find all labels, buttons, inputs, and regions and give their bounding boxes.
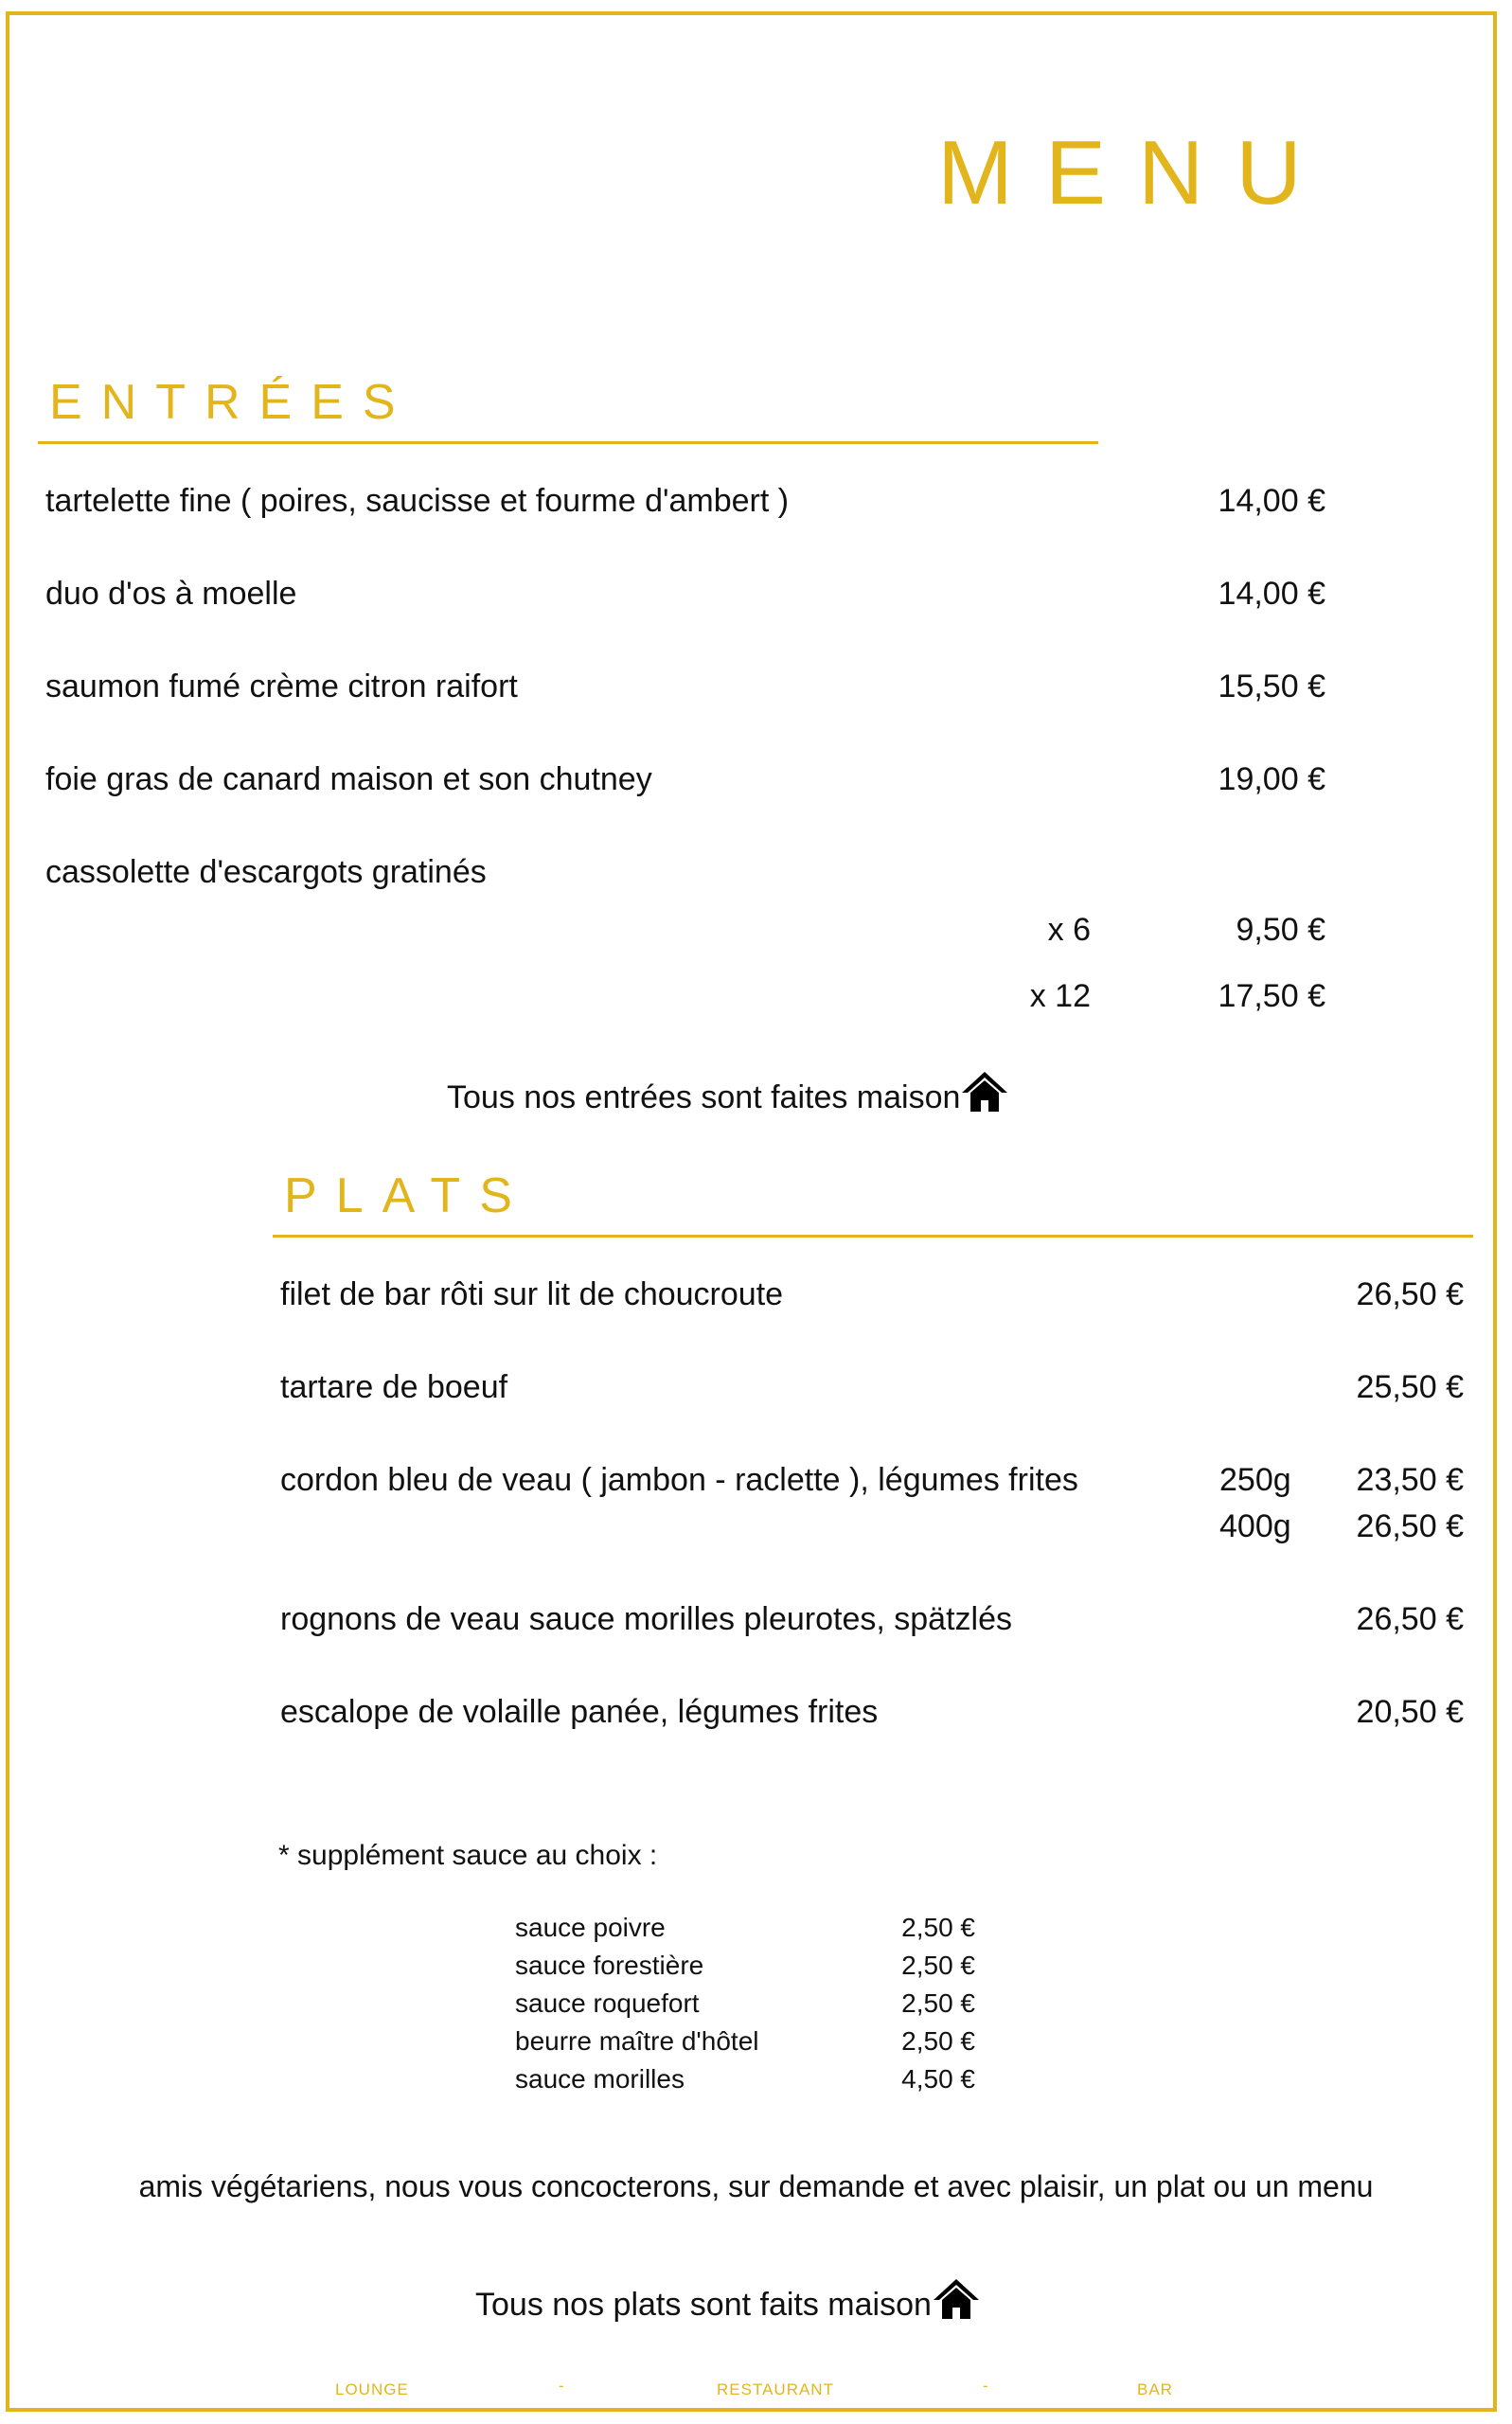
sauce-price: 2,50 €	[901, 1988, 975, 2018]
entrees-rule	[38, 441, 1098, 444]
vegetarian-note: amis végétariens, nous vous concocterons, sur demande et avec plaisir, un plat ou un menu	[138, 2169, 1374, 2203]
escargots-price: 9,50 €	[1236, 912, 1325, 948]
house-icon	[960, 1070, 1009, 1114]
entree-item-name: tartelette fine ( poires, saucisse et fourme d'ambert )	[45, 483, 790, 519]
escargots-qty: x 12	[1029, 978, 1091, 1014]
sauce-name: sauce forestière	[515, 1951, 704, 1980]
plat-item-name: cordon bleu de veau ( jambon - raclette ), légumes frites	[280, 1462, 1078, 1498]
menu-title: MENU	[937, 122, 1334, 223]
escargots-qty: x 6	[1047, 912, 1091, 948]
entree-item-price: 14,00 €	[1218, 483, 1325, 519]
plat-item-size: 400g	[1219, 1508, 1291, 1544]
plat-item-size: 250g	[1219, 1462, 1291, 1498]
sauce-name: sauce morilles	[515, 2064, 685, 2094]
sauce-name: sauce poivre	[515, 1913, 666, 1942]
footer-restaurant: RESTAURANT	[717, 2380, 834, 2398]
escargots-price: 17,50 €	[1218, 978, 1325, 1014]
entree-item-price: 15,50 €	[1218, 668, 1325, 704]
entree-item-name: cassolette d'escargots gratinés	[45, 854, 487, 890]
entree-item-name: duo d'os à moelle	[45, 576, 297, 612]
footer-separator: -	[559, 2377, 565, 2395]
plat-item-name: rognons de veau sauce morilles pleurotes, spätzlés	[280, 1601, 1012, 1637]
entree-item-name: saumon fumé crème citron raifort	[45, 668, 518, 704]
entree-item-price: 19,00 €	[1218, 761, 1325, 797]
sauce-price: 4,50 €	[901, 2064, 975, 2094]
entree-item-name: foie gras de canard maison et son chutney	[45, 761, 652, 797]
sauce-name: sauce roquefort	[515, 1988, 700, 2018]
plat-item-price: 23,50 €	[1356, 1462, 1464, 1498]
supplement-heading: * supplément sauce au choix :	[278, 1840, 658, 1871]
sauce-price: 2,50 €	[901, 2026, 975, 2056]
plat-item-name: tartare de boeuf	[280, 1369, 508, 1405]
plat-item-price: 26,50 €	[1356, 1601, 1464, 1637]
sauce-name: beurre maître d'hôtel	[515, 2026, 759, 2056]
sauce-price: 2,50 €	[901, 1951, 975, 1980]
footer-lounge: LOUNGE	[335, 2380, 409, 2398]
plat-item-price: 26,50 €	[1356, 1276, 1464, 1312]
plat-item-name: escalope de volaille panée, légumes frites	[280, 1694, 879, 1730]
entrees-homemade-note	[447, 1070, 1009, 1116]
plats-rule	[273, 1235, 1473, 1238]
house-icon	[932, 2277, 981, 2321]
entrees-heading: ENTRÉES	[49, 375, 415, 430]
footer-bar: BAR	[1137, 2380, 1173, 2398]
plats-heading: PLATS	[284, 1168, 531, 1223]
plats-note-text: Tous nos plats sont faits maison	[475, 2287, 932, 2323]
plat-item-name: filet de bar rôti sur lit de choucroute	[280, 1276, 784, 1312]
plat-item-price: 25,50 €	[1356, 1369, 1464, 1405]
footer-separator: -	[983, 2377, 989, 2395]
plat-item-price: 20,50 €	[1356, 1694, 1464, 1730]
entrees-note-text: Tous nos entrées sont faites maison	[447, 1079, 961, 1115]
sauce-price: 2,50 €	[901, 1913, 975, 1942]
plats-homemade-note	[475, 2277, 981, 2324]
plat-item-price: 26,50 €	[1356, 1508, 1464, 1544]
entree-item-price: 14,00 €	[1218, 576, 1325, 612]
